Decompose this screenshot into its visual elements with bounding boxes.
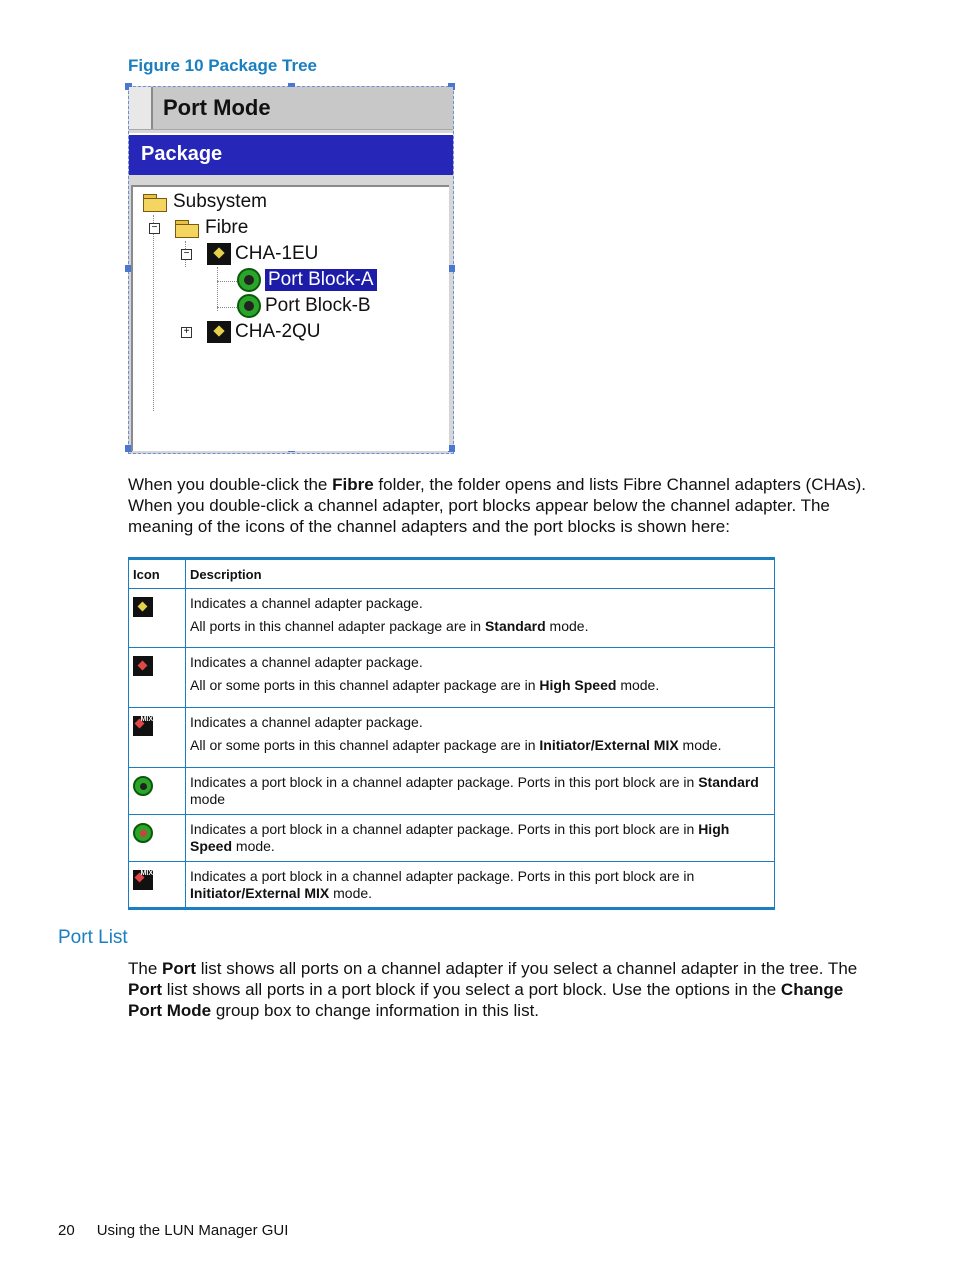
table-row (129, 708, 775, 768)
folder-icon (141, 192, 169, 212)
table-header-row (129, 559, 775, 589)
tree-node-cha-2qu[interactable] (207, 321, 321, 343)
description-line: Indicates a channel adapter package. (190, 714, 423, 730)
icon-cell (129, 589, 186, 648)
table-row (129, 768, 775, 815)
header-edge (129, 87, 153, 129)
icon-column-header: Icon (129, 559, 186, 589)
tree-line (217, 307, 237, 308)
icon-cell (129, 862, 186, 909)
tree-node-cha-1eu[interactable] (207, 243, 318, 265)
port-block-icon (237, 268, 261, 292)
collapse-icon[interactable]: − (149, 223, 160, 234)
table-row (129, 862, 775, 909)
tree-node-label: Port Block-B (265, 295, 371, 316)
section-heading-port-list: Port List (58, 927, 128, 948)
description-cell (186, 768, 775, 815)
tree-node-label: CHA-2QU (235, 321, 321, 342)
channel-adapter-icon (207, 321, 231, 343)
tree-node-port-block-a[interactable] (237, 269, 377, 291)
description-cell (186, 815, 775, 862)
description-line: All or some ports in this channel adapter package are in Initiator/External MIX mode. (190, 737, 722, 753)
port-block-icon (237, 294, 261, 318)
port-block-standard-icon (133, 776, 153, 796)
description-cell (186, 648, 775, 708)
description-line: Indicates a channel adapter package. (190, 595, 423, 611)
figure-caption: Figure 10 Package Tree (128, 56, 317, 75)
description-line: Indicates a port block in a channel adapter package. Ports in this port block are in Standard mode (190, 774, 759, 807)
package-tree-screenshot (128, 86, 454, 454)
tree-line (217, 267, 218, 311)
port-block-high-speed-icon (133, 823, 153, 843)
icon-cell (129, 708, 186, 768)
package-title: Package (141, 143, 223, 165)
table-row (129, 589, 775, 648)
tree-node-label: Fibre (205, 217, 249, 238)
description-cell (186, 708, 775, 768)
bold-term: Fibre (332, 475, 374, 494)
tree-node-label: CHA-1EU (235, 243, 319, 264)
resize-handle (448, 265, 455, 272)
package-header (129, 133, 453, 175)
page-footer (58, 1222, 288, 1239)
cha-mix-icon: MIX (133, 716, 153, 736)
table-row (129, 648, 775, 708)
icon-cell (129, 648, 186, 708)
port-block-mix-icon: MIX (133, 870, 153, 890)
intro-paragraph (128, 474, 878, 537)
port-list-paragraph: The Port list shows all ports on a channel adapter if you select a channel adapter in the tree. The Port list shows all ports in a port block if you select a port block. Use the options in the Change Port Mode group box to change information in this list. (128, 959, 858, 1020)
tree-node-label: Port Block-A (265, 269, 377, 291)
icon-description-table (128, 557, 775, 910)
tree-node-subsystem[interactable] (141, 191, 267, 213)
description-line: All ports in this channel adapter package are in Standard mode. (190, 618, 589, 634)
channel-adapter-icon (207, 243, 231, 265)
tree-node-fibre[interactable] (173, 217, 248, 239)
table-row (129, 815, 775, 862)
tree-node-port-block-b[interactable] (237, 295, 371, 317)
description-column-header: Description (186, 559, 775, 589)
description-line: Indicates a port block in a channel adapter package. Ports in this port block are in High Speed mode. (190, 821, 730, 854)
description-line: All or some ports in this channel adapter package are in High Speed mode. (190, 677, 660, 693)
text-run: folder, the folder opens and lists Fibre Channel adapters (CHAs). When you double-click a channel adapter, port blocks appear below the channel adapter. The meaning of the icons of the channel adapters and the port blocks is shown here: (128, 475, 866, 536)
footer-title: Using the LUN Manager GUI (96, 1222, 289, 1239)
port-mode-title: Port Mode (163, 95, 271, 120)
cha-standard-icon (133, 597, 153, 617)
description-cell (186, 589, 775, 648)
resize-handle (448, 445, 455, 452)
cha-high-speed-icon (133, 656, 153, 676)
folder-icon (173, 218, 201, 238)
description-line: Indicates a port block in a channel adapter package. Ports in this port block are in Initiator/External MIX mode. (190, 868, 695, 901)
icon-cell (129, 815, 186, 862)
port-mode-header (129, 87, 453, 130)
page-number: 20 (58, 1222, 75, 1239)
package-tree[interactable] (131, 185, 449, 451)
text-run: When you double-click the (128, 475, 333, 494)
icon-cell (129, 768, 186, 815)
collapse-icon[interactable]: − (181, 249, 192, 260)
description-cell (186, 862, 775, 909)
tree-line (217, 281, 237, 282)
description-line: Indicates a channel adapter package. (190, 654, 423, 670)
tree-node-label: Subsystem (173, 191, 267, 212)
tree-line (153, 215, 154, 411)
expand-icon[interactable]: + (181, 327, 192, 338)
